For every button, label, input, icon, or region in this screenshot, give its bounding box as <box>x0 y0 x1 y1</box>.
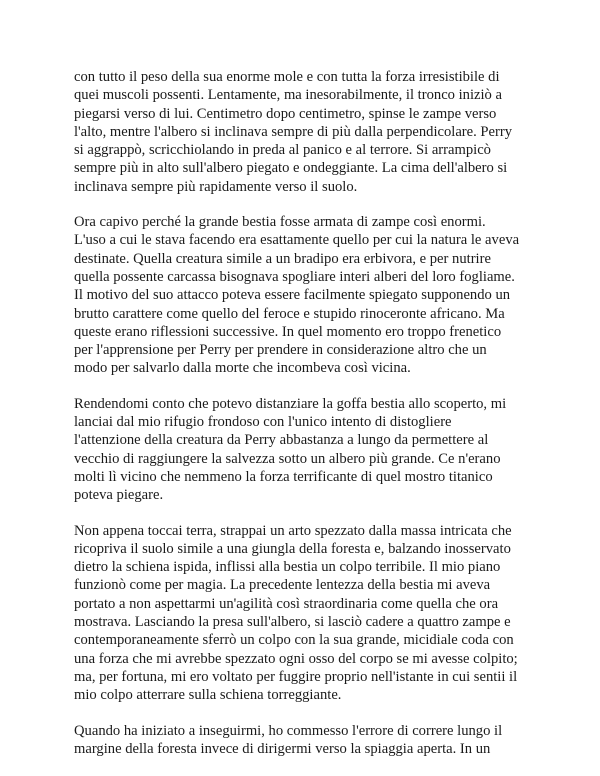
paragraph: Non appena toccai terra, strappai un arto spezzato dalla massa intricata che ricopriva il suolo simile a una giungla della foresta e, balzando inosservato dietro la schiena ispida, inflissi alla bestia un colpo terribile. Il mio piano funzionò come per magia. La precedente lentezza della bestia mi aveva portato a non aspettarmi un'agilità così straordinaria come quella che ora mostrava. Lasciando la presa sull'albero, si lasciò cadere a quattro zampe e contemporaneamente sferrò un colpo con la sua grande, micidiale coda con una forza che mi avrebbe spezzato ogni osso del corpo se mi avesse colpito; ma, per fortuna, mi ero voltato per fuggire proprio nell'istante in cui sentii il mio colpo atterrare sulla schiena torreggiante. <box>74 522 518 704</box>
paragraph: con tutto il peso della sua enorme mole e con tutta la forza irresistibile di quei muscoli possenti. Lentamente, ma inesorabilmente, il tronco iniziò a piegarsi verso di lui. Centimetro dopo centimetro, spinse le zampe verso l'alto, mentre l'albero si inclinava sempre di più dalla perpendicolare. Perry si aggrappò, scricchiolando in preda al panico e al terrore. Si arrampicò sempre più in alto sull'albero piegato e ondeggiante. La cima dell'albero si inclinava sempre più rapidamente verso il suolo. <box>74 69 513 195</box>
document-body <box>74 68 528 775</box>
paragraph: Ora capivo perché la grande bestia fosse armata di zampe così enormi. L'uso a cui le stava facendo era esattamente quello per cui la natura le aveva destinate. Quella creatura simile a un bradipo era erbivora, e per nutrire quella possente carcassa bisognava spogliare interi alberi del loro fogliame. Il motivo del suo attacco poteva essere facilmente spiegato supponendo un brutto carattere come quello del feroce e stupido rinoceronte africano. Ma queste erano riflessioni successive. In quel momento ero troppo frenetico per l'apprensione per Perry per prendere in considerazione altro che un modo per salvarlo dalla morte che incombeva così vicina. <box>74 214 520 377</box>
paragraph: Quando ha iniziato a inseguirmi, ho commesso l'errore di correre lungo il margine della foresta invece di dirigermi verso la spiaggia aperta. In un <box>74 722 503 757</box>
paragraph: Rendendomi conto che potevo distanziare la goffa bestia allo scoperto, mi lanciai dal mio rifugio frondoso con l'unico intento di distogliere l'attenzione della creatura da Perry abbastanza a lungo da permettere al vecchio di raggiungere la salvezza sotto un albero più grande. Ce n'erano molti lì vicino che nemmeno la forza terrificante di quel mostro titanico poteva piegare. <box>74 395 507 504</box>
